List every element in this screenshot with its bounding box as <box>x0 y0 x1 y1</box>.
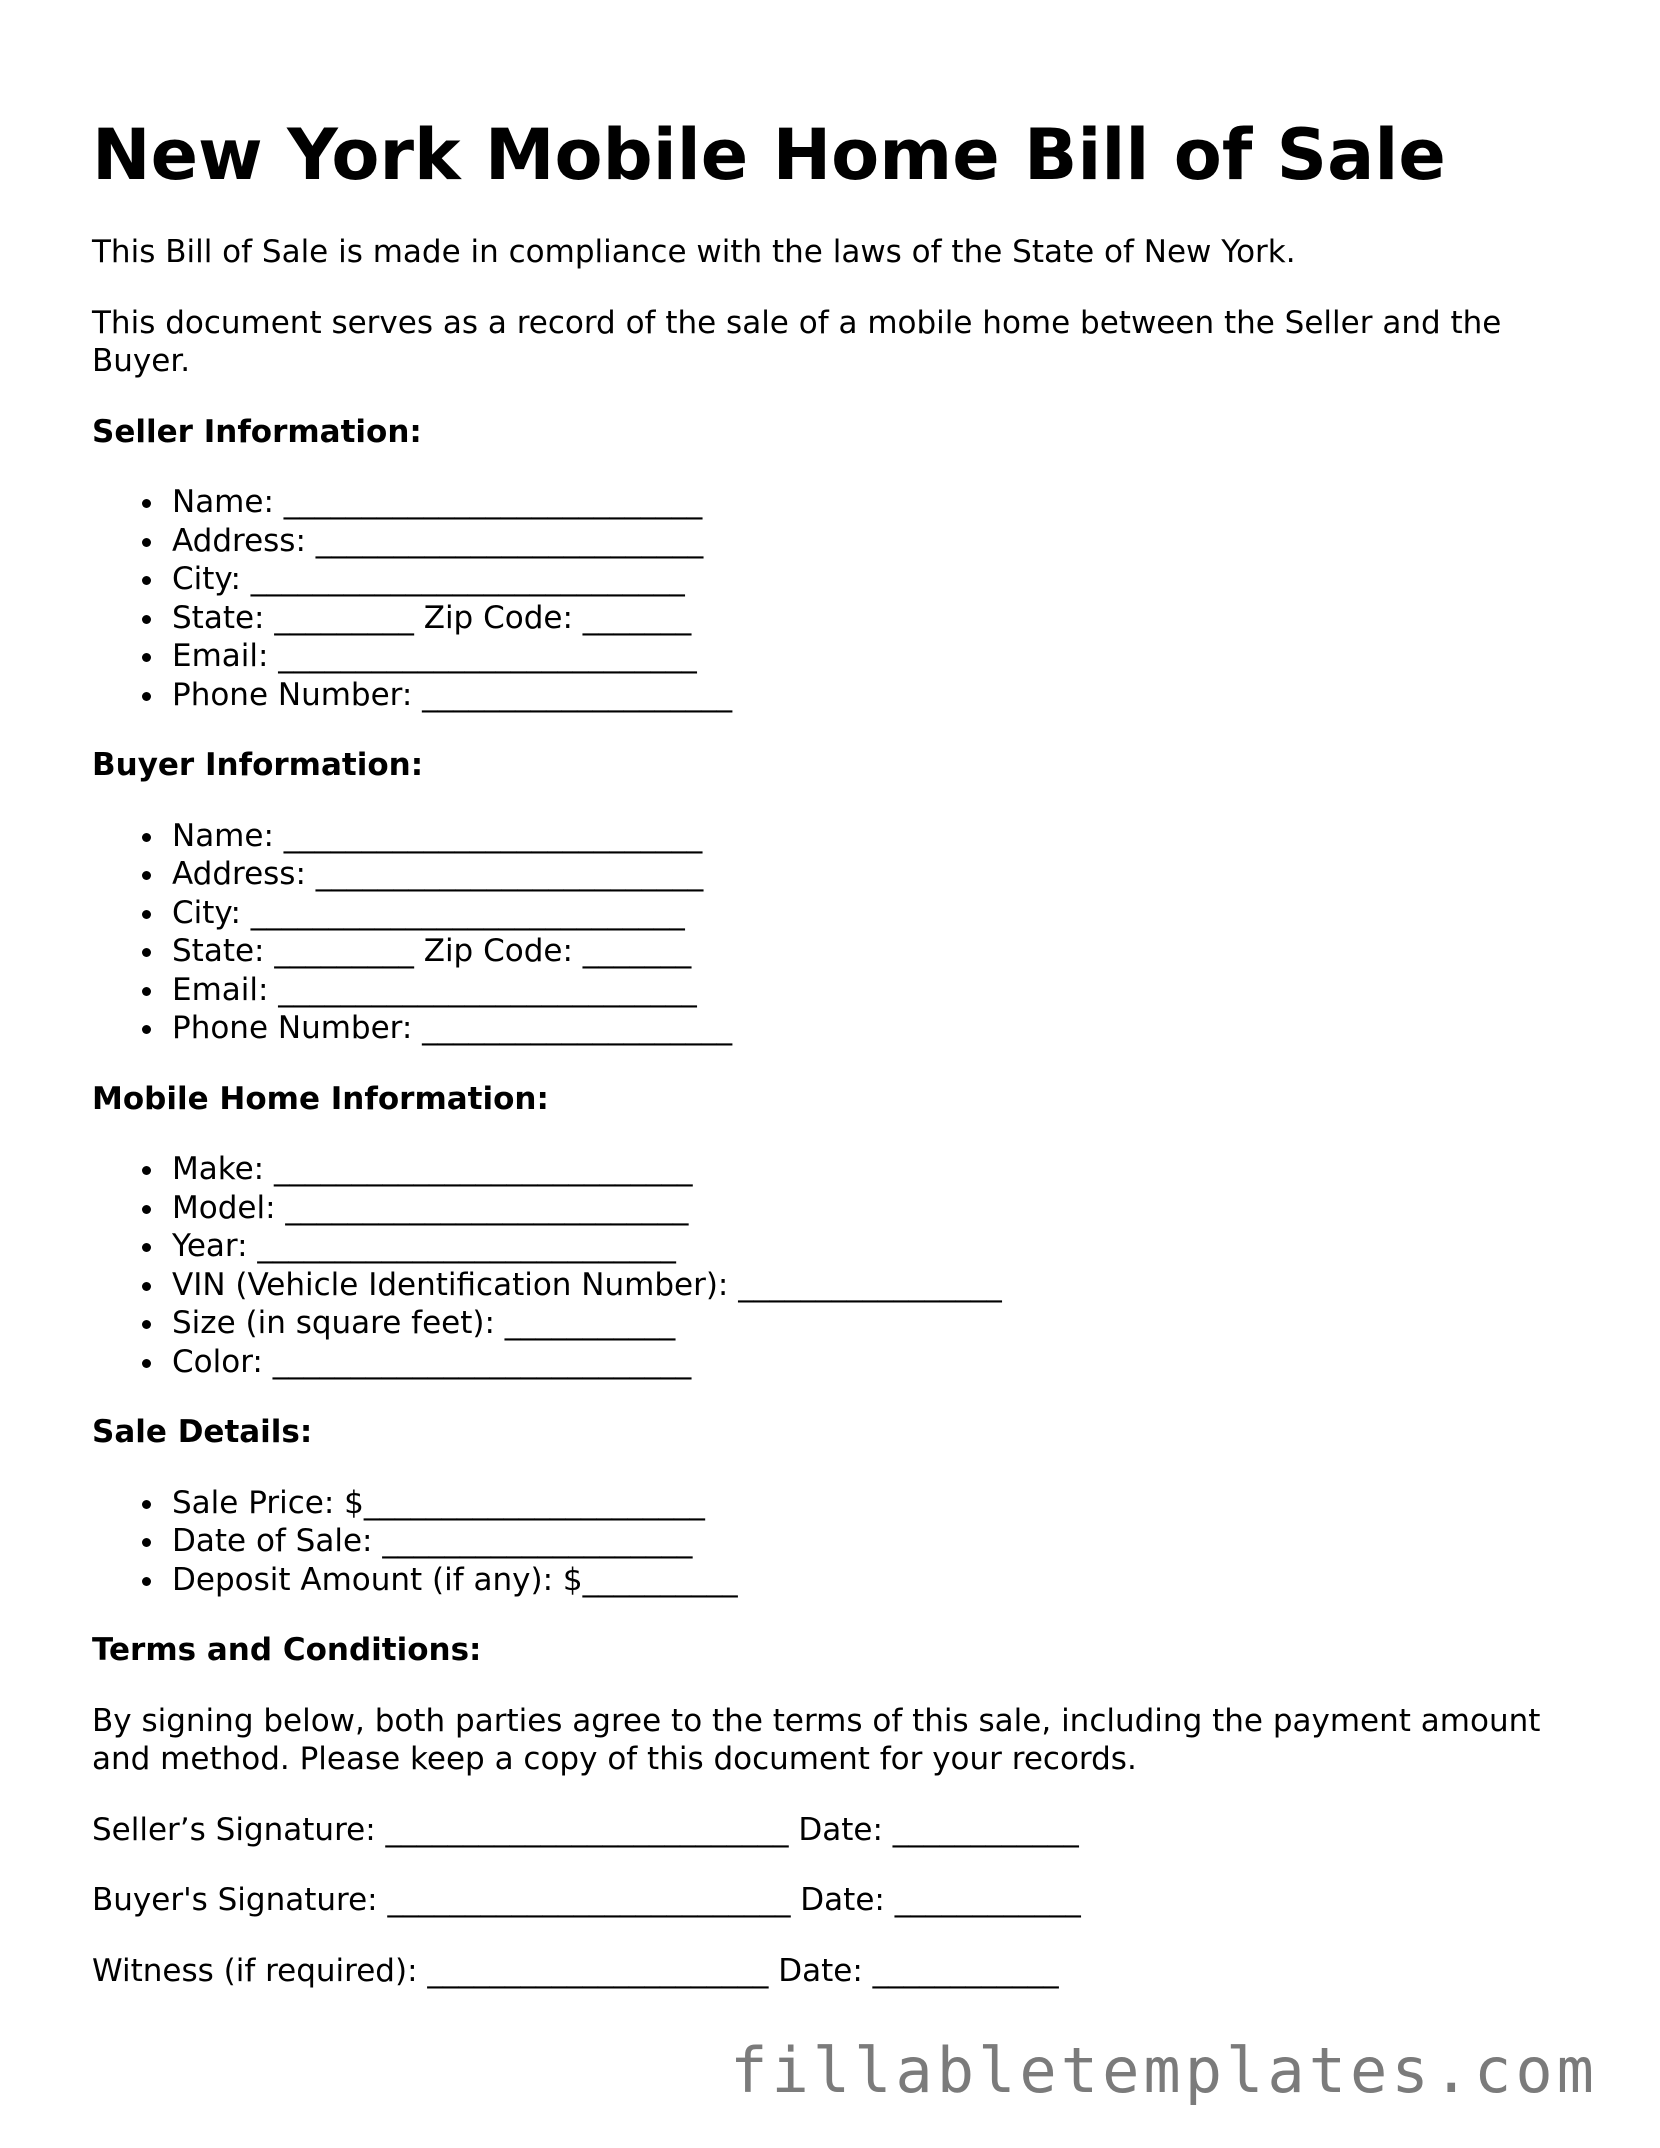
home-model-field[interactable]: Model: __________________________ <box>172 1189 1572 1228</box>
buyer-info-heading: Buyer Information: <box>92 747 424 783</box>
deposit-amount-field[interactable]: Deposit Amount (if any): $__________ <box>172 1561 1572 1600</box>
mobile-home-info-heading: Mobile Home Information: <box>92 1080 549 1117</box>
terms-heading: Terms and Conditions: <box>92 1632 482 1668</box>
buyer-email-field[interactable]: Email: ___________________________ <box>172 971 1572 1010</box>
intro-paragraph-2: This document serves as a record of the sale of a mobile home between the Seller and the Buyer. <box>92 304 1502 379</box>
buyer-city-field[interactable]: City: ____________________________ <box>172 894 1572 933</box>
document-title: New York Mobile Home Bill of Sale <box>92 114 1446 196</box>
buyer-phone-field[interactable]: Phone Number: ____________________ <box>172 1009 1572 1048</box>
buyer-signature-line[interactable]: Buyer's Signature: __________________________ Date: ____________ <box>92 1882 1081 1918</box>
seller-info-list <box>92 483 1572 714</box>
seller-city-field[interactable]: City: ____________________________ <box>172 560 1572 599</box>
sale-details-heading: Sale Details: <box>92 1414 313 1450</box>
seller-signature-line[interactable]: Seller’s Signature: __________________________ Date: ____________ <box>92 1811 1079 1848</box>
terms-text: By signing below, both parties agree to the terms of this sale, including the payment amount and method. Please keep a copy of this document for your records. <box>92 1702 1541 1777</box>
witness-signature-line[interactable]: Witness (if required): ______________________ Date: ____________ <box>92 1952 1059 1989</box>
home-vin-field[interactable]: VIN (Vehicle Identification Number): _________________ <box>172 1266 1572 1305</box>
buyer-address-field[interactable]: Address: _________________________ <box>172 855 1572 894</box>
home-color-field[interactable]: Color: ___________________________ <box>172 1343 1572 1382</box>
home-year-field[interactable]: Year: ___________________________ <box>172 1227 1572 1266</box>
seller-name-field[interactable]: Name: ___________________________ <box>172 483 1572 522</box>
sale-date-field[interactable]: Date of Sale: ____________________ <box>172 1522 1572 1561</box>
mobile-home-info-list <box>92 1150 1572 1381</box>
buyer-info-list <box>92 817 1572 1048</box>
seller-info-heading: Seller Information: <box>92 413 422 450</box>
document-body <box>92 233 1572 2022</box>
home-make-field[interactable]: Make: ___________________________ <box>172 1150 1572 1189</box>
seller-address-field[interactable]: Address: _________________________ <box>172 522 1572 561</box>
sale-price-field[interactable]: Sale Price: $______________________ <box>172 1484 1572 1523</box>
seller-email-field[interactable]: Email: ___________________________ <box>172 637 1572 676</box>
home-size-field[interactable]: Size (in square feet): ___________ <box>172 1304 1572 1343</box>
intro-paragraph-1: This Bill of Sale is made in compliance with the laws of the State of New York. <box>92 234 1296 270</box>
seller-phone-field[interactable]: Phone Number: ____________________ <box>172 676 1572 715</box>
sale-details-list <box>92 1484 1572 1600</box>
watermark-text: fillabletemplates.com <box>730 2034 1598 2107</box>
seller-state-zip-field[interactable]: State: _________ Zip Code: _______ <box>172 599 1572 638</box>
buyer-name-field[interactable]: Name: ___________________________ <box>172 817 1572 856</box>
buyer-state-zip-field[interactable]: State: _________ Zip Code: _______ <box>172 932 1572 971</box>
